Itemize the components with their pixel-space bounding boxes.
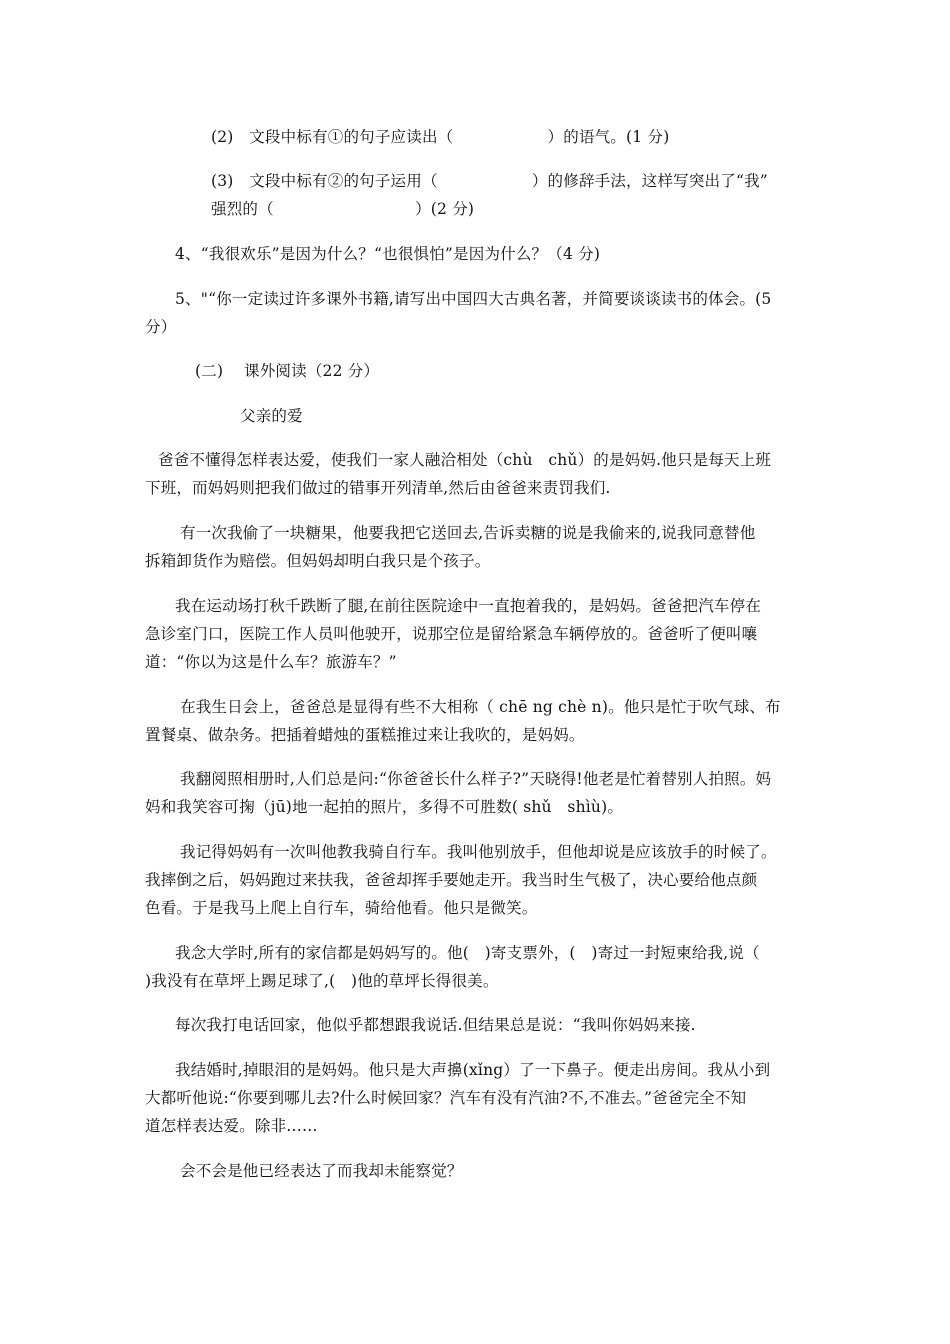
question-5: 5、"“你一定读过许多课外书籍,请写出中国四大古典名著，并简要谈谈读书的体会。(5	[175, 290, 772, 308]
question-3-2: (2) 文段中标有①的句子应读出（ ）的语气。(1 分)	[211, 128, 670, 146]
paragraph-1-line-2: 下班，而妈妈则把我们做过的错事开列清单,然后由爸爸来责罚我们.	[145, 479, 611, 497]
paragraph-8: 每次我打电话回家，他似乎都想跟我说话.但结果总是说：“我叫你妈妈来接.	[175, 1016, 696, 1034]
paragraph-1: 爸爸不懂得怎样表达爱，使我们一家人融洽相处（chù chǔ）的是妈妈.他只是每天上班	[158, 451, 772, 469]
paragraph-7-line-2: )我没有在草坪上踢足球了,( )他的草坪长得很美。	[145, 972, 499, 990]
question-4: 4、“我很欢乐”是因为什么？“也很惧怕”是因为什么？（4 分)	[175, 245, 601, 263]
question-3-3-continued: 强烈的（ ）(2 分)	[211, 200, 475, 218]
paragraph-5-line-2: 妈和我笑容可掬（jū)地一起拍的照片，多得不可胜数( shǔ shìù)。	[145, 798, 624, 816]
paragraph-5: 我翻阅照相册时,人们总是问:“你爸爸长什么样子?”天晓得!他老是忙着替别人拍照。妈	[180, 770, 772, 788]
paragraph-6-line-3: 色看。于是我马上爬上自行车，骑给他看。他只是微笑。	[145, 899, 538, 917]
paragraph-2: 有一次我偷了一块糖果，他要我把它送回去,告诉卖糖的说是我偷来的,说我同意替他	[180, 524, 756, 542]
paragraph-3-line-3: 道：“你以为这是什么车？旅游车？”	[145, 653, 397, 671]
paragraph-4: 在我生日会上，爸爸总是显得有些不大相称（ chē ng chè n)。他只是忙于吹气球、布	[180, 698, 781, 716]
paragraph-6-line-2: 我摔倒之后，妈妈跑过来扶我，爸爸却挥手要她走开。我当时生气极了，决心要给他点颜	[145, 871, 758, 889]
paragraph-6: 我记得妈妈有一次叫他教我骑自行车。我叫他别放手，但他却说是应该放手的时候了。	[180, 843, 777, 861]
paragraph-4-line-2: 置餐桌、做杂务。把插着蜡烛的蛋糕推过来让我吹的，是妈妈。	[145, 726, 585, 744]
paragraph-9-line-3: 道怎样表达爱。除非……	[145, 1117, 318, 1135]
passage-title: 父亲的爱	[240, 407, 303, 425]
paragraph-7: 我念大学时,所有的家信都是妈妈写的。他( )寄支票外，( )寄过一封短柬给我,说（	[175, 944, 760, 962]
paragraph-10: 会不会是他已经表达了而我却未能察觉？	[180, 1162, 463, 1180]
paragraph-3: 我在运动场打秋千跌断了腿,在前往医院途中一直抱着我的，是妈妈。爸爸把汽车停在	[175, 597, 762, 615]
section-heading: (二) 课外阅读（22 分）	[195, 362, 380, 380]
question-3-3: (3) 文段中标有②的句子运用（ ）的修辞手法，这样写突出了“我”	[211, 172, 768, 190]
paragraph-2-line-2: 拆箱卸货作为赔偿。但妈妈却明白我只是个孩子。	[145, 552, 491, 570]
question-5-continued: 分）	[145, 318, 177, 336]
paragraph-3-line-2: 急诊室门口，医院工作人员叫他驶开，说那空位是留给紧急车辆停放的。爸爸听了便叫嚷	[145, 625, 758, 643]
paragraph-9-line-2: 大都听他说:“你要到哪儿去?什么时候回家？汽车有没有汽油?不,不准去。”爸爸完全不知	[145, 1089, 747, 1107]
paragraph-9: 我结婚时,掉眼泪的是妈妈。他只是大声擤(xǐng）了一下鼻子。便走出房间。我从小到	[175, 1061, 771, 1079]
